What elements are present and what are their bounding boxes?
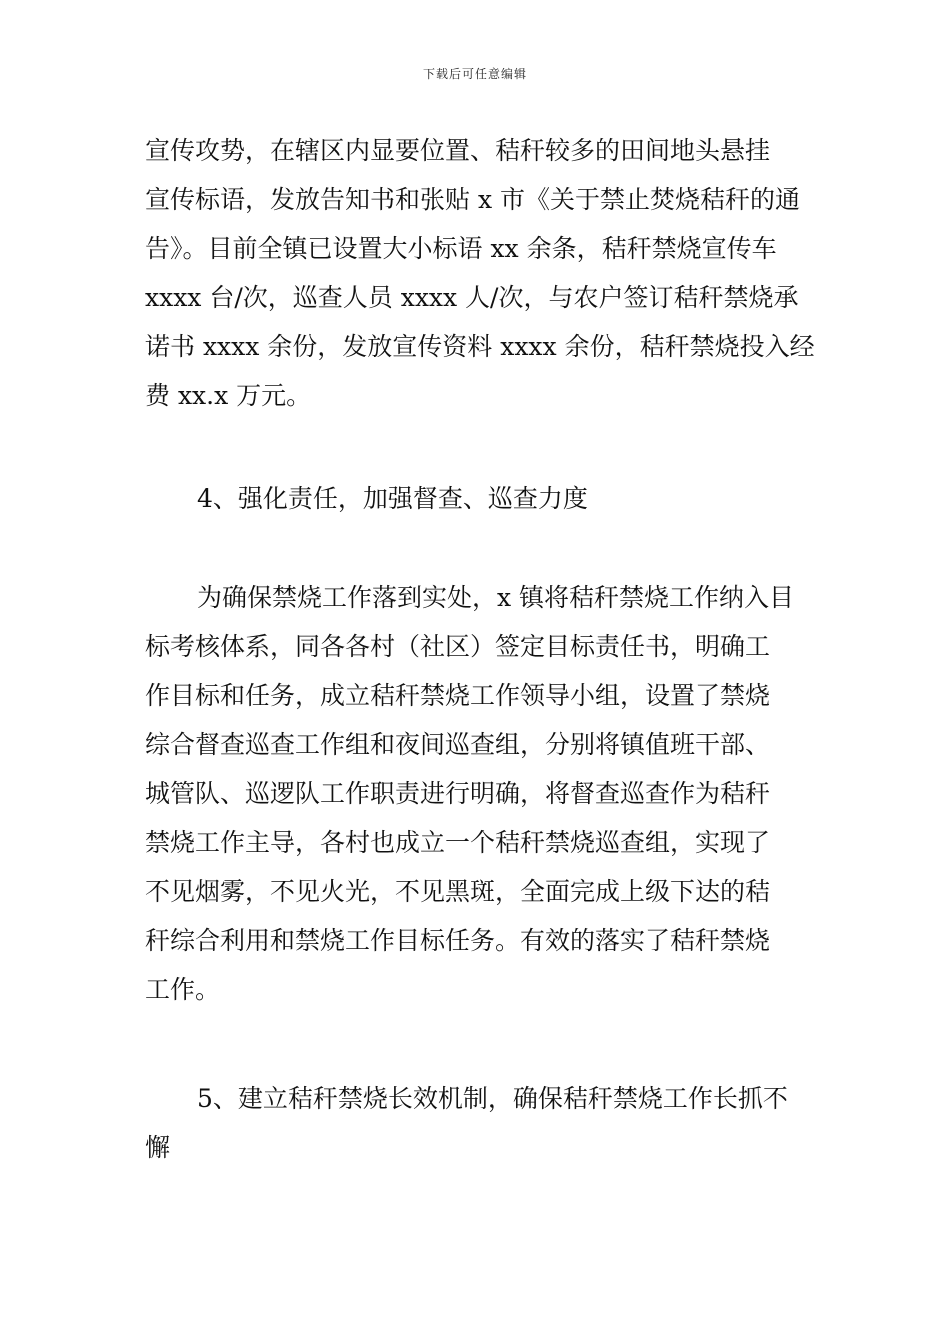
text-line: 标考核体系，同各各村（社区）签定目标责任书，明确工 — [145, 632, 771, 661]
text-line: 告》。目前全镇已设置大小标语 xx 余条，秸秆禁烧宣传车 — [145, 234, 777, 263]
paragraph-responsibility — [145, 573, 810, 1014]
text-line: 宣传标语，发放告知书和张贴 x 市《关于禁止焚烧秸秆的通 — [145, 185, 800, 214]
text-line: 作目标和任务，成立秸秆禁烧工作领导小组，设置了禁烧 — [145, 681, 771, 710]
text-line: 不见烟雾，不见火光，不见黑斑，全面完成上级下达的秸 — [145, 877, 771, 906]
section-heading-5 — [145, 1074, 810, 1172]
paragraph-publicity — [145, 126, 815, 420]
text-line: 禁烧工作主导，各村也成立一个秸秆禁烧巡查组，实现了 — [145, 828, 771, 857]
text-line: 诺书 xxxx 余份，发放宣传资料 xxxx 余份，秸秆禁烧投入经 — [145, 332, 815, 361]
section-heading-4 — [145, 474, 810, 523]
heading-text: 5、建立秸秆禁烧长效机制，确保秸秆禁烧工作长抓不 — [197, 1084, 788, 1113]
text-line: 秆综合利用和禁烧工作目标任务。有效的落实了秸秆禁烧 — [145, 926, 771, 955]
text-line: 为确保禁烧工作落到实处，x 镇将秸秆禁烧工作纳入目 — [197, 583, 795, 612]
text-line: 宣传攻势，在辖区内显要位置、秸秆较多的田间地头悬挂 — [145, 136, 771, 165]
heading-text: 懈 — [145, 1133, 171, 1162]
text-line: 城管队、巡逻队工作职责进行明确，将督查巡查作为秸秆 — [145, 779, 771, 808]
heading-text: 4、强化责任，加强督查、巡查力度 — [197, 484, 588, 513]
text-line: xxxx 台/次，巡查人员 xxxx 人/次，与农户签订秸秆禁烧承 — [145, 283, 799, 312]
text-line: 工作。 — [145, 975, 221, 1004]
text-line: 综合督查巡查工作组和夜间巡查组，分别将镇值班干部、 — [145, 730, 771, 759]
text-line: 费 xx.x 万元。 — [145, 381, 312, 410]
page-header: 下载后可任意编辑 — [422, 67, 527, 81]
